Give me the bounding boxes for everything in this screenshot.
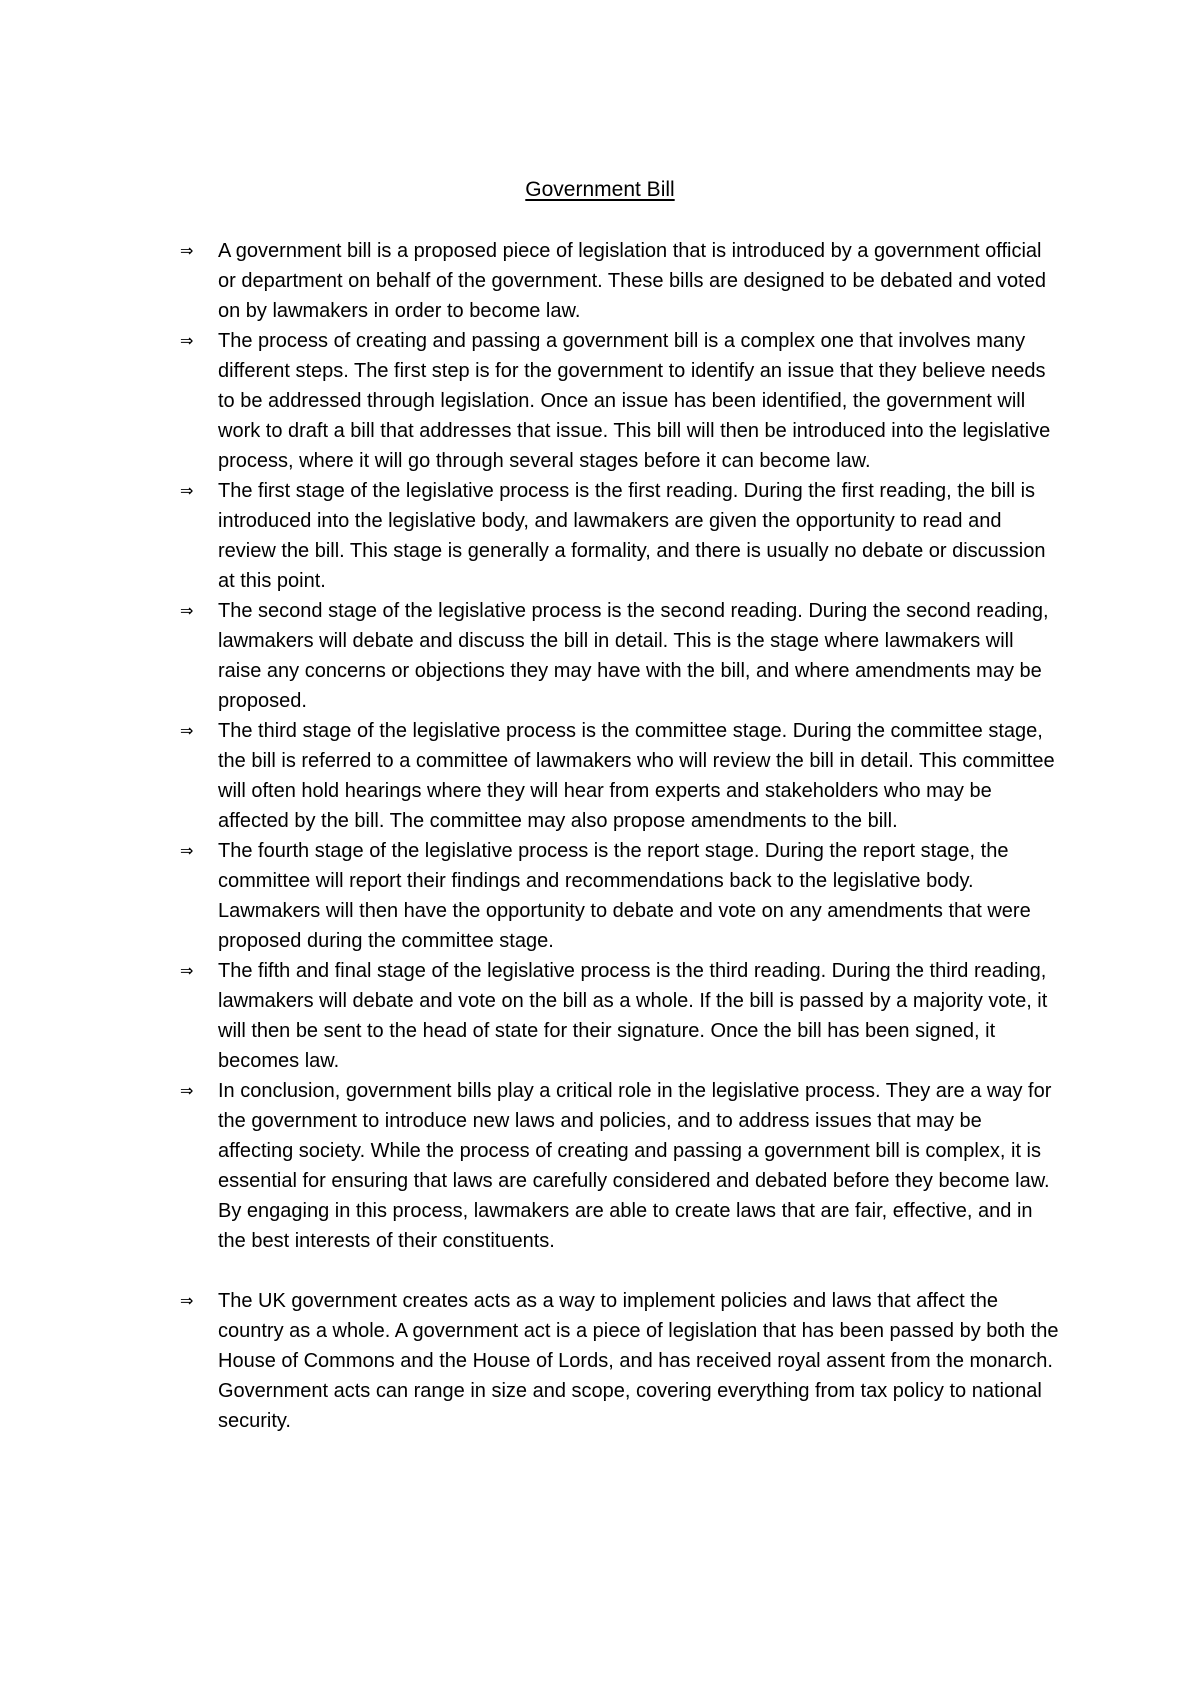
list-item [180, 476, 1060, 596]
list-item [180, 836, 1060, 956]
paragraph-text: The fifth and final stage of the legislative process is the third reading. During the third reading, lawmakers will debate and vote on the bill as a whole. If the bill is passed by a majority vote, it will then be sent to the head of state for their signature. Once the bill has been signed, it becomes law. [218, 960, 1048, 1072]
list-item [180, 716, 1060, 836]
paragraph-text: The UK government creates acts as a way to implement policies and laws that affect the country as a whole. A government act is a piece of legislation that has been passed by both the House of Commons and the House of Lords, and has received royal assent from the monarch. Government acts can range in size and scope, covering everything from tax policy to national security. [218, 1290, 1059, 1432]
double-arrow-icon: ⇒ [180, 331, 194, 350]
bullet-list [180, 236, 1060, 1436]
list-item [180, 956, 1060, 1076]
paragraph-text: The process of creating and passing a government bill is a complex one that involves many different steps. The first step is for the government to identify an issue that they believe needs to be addressed through legislation. Once an issue has been identified, the government will work to draft a bill that addresses that issue. This bill will then be introduced into the legislative process, where it will go through several stages before it can become law. [218, 330, 1051, 472]
paragraph-text: The first stage of the legislative process is the first reading. During the first reading, the bill is introduced into the legislative body, and lawmakers are given the opportunity to read and review the bill. This stage is generally a formality, and there is usually no debate or discussion at this point. [218, 480, 1046, 592]
double-arrow-icon: ⇒ [180, 1081, 194, 1100]
list-item [180, 236, 1060, 326]
double-arrow-icon: ⇒ [180, 841, 194, 860]
paragraph-text: The fourth stage of the legislative process is the report stage. During the report stage, the committee will report their findings and recommendations back to the legislative body. Lawmakers will then have the opportunity to debate and vote on any amendments that were proposed during the committee stage. [218, 840, 1031, 952]
list-item [180, 326, 1060, 476]
double-arrow-icon: ⇒ [180, 721, 194, 740]
paragraph-text: The third stage of the legislative process is the committee stage. During the committee stage, the bill is referred to a committee of lawmakers who will review the bill in detail. This committee will often hold hearings where they will hear from experts and stakeholders who may be affected by the bill. The committee may also propose amendments to the bill. [218, 720, 1055, 832]
double-arrow-icon: ⇒ [180, 601, 194, 620]
paragraph-text: A government bill is a proposed piece of legislation that is introduced by a government official or department on behalf of the government. These bills are designed to be debated and voted on by lawmakers in order to become law. [218, 240, 1046, 322]
list-item [180, 1076, 1060, 1256]
paragraph-text: The second stage of the legislative process is the second reading. During the second reading, lawmakers will debate and discuss the bill in detail. This is the stage where lawmakers will raise any concerns or objections they may have with the bill, and where amendments may be proposed. [218, 600, 1049, 712]
double-arrow-icon: ⇒ [180, 241, 194, 260]
double-arrow-icon: ⇒ [180, 481, 194, 500]
double-arrow-icon: ⇒ [180, 961, 194, 980]
page-title: Government Bill [525, 178, 675, 201]
paragraph-text: In conclusion, government bills play a critical role in the legislative process. They are a way for the government to introduce new laws and policies, and to address issues that may be affecting society. While the process of creating and passing a government bill is complex, it is essential for ensuring that laws are carefully considered and debated before they become law. By engaging in this process, lawmakers are able to create laws that are fair, effective, and in the best interests of their constituents. [218, 1080, 1052, 1252]
list-item [180, 596, 1060, 716]
list-item [180, 1286, 1060, 1436]
double-arrow-icon: ⇒ [180, 1291, 194, 1310]
